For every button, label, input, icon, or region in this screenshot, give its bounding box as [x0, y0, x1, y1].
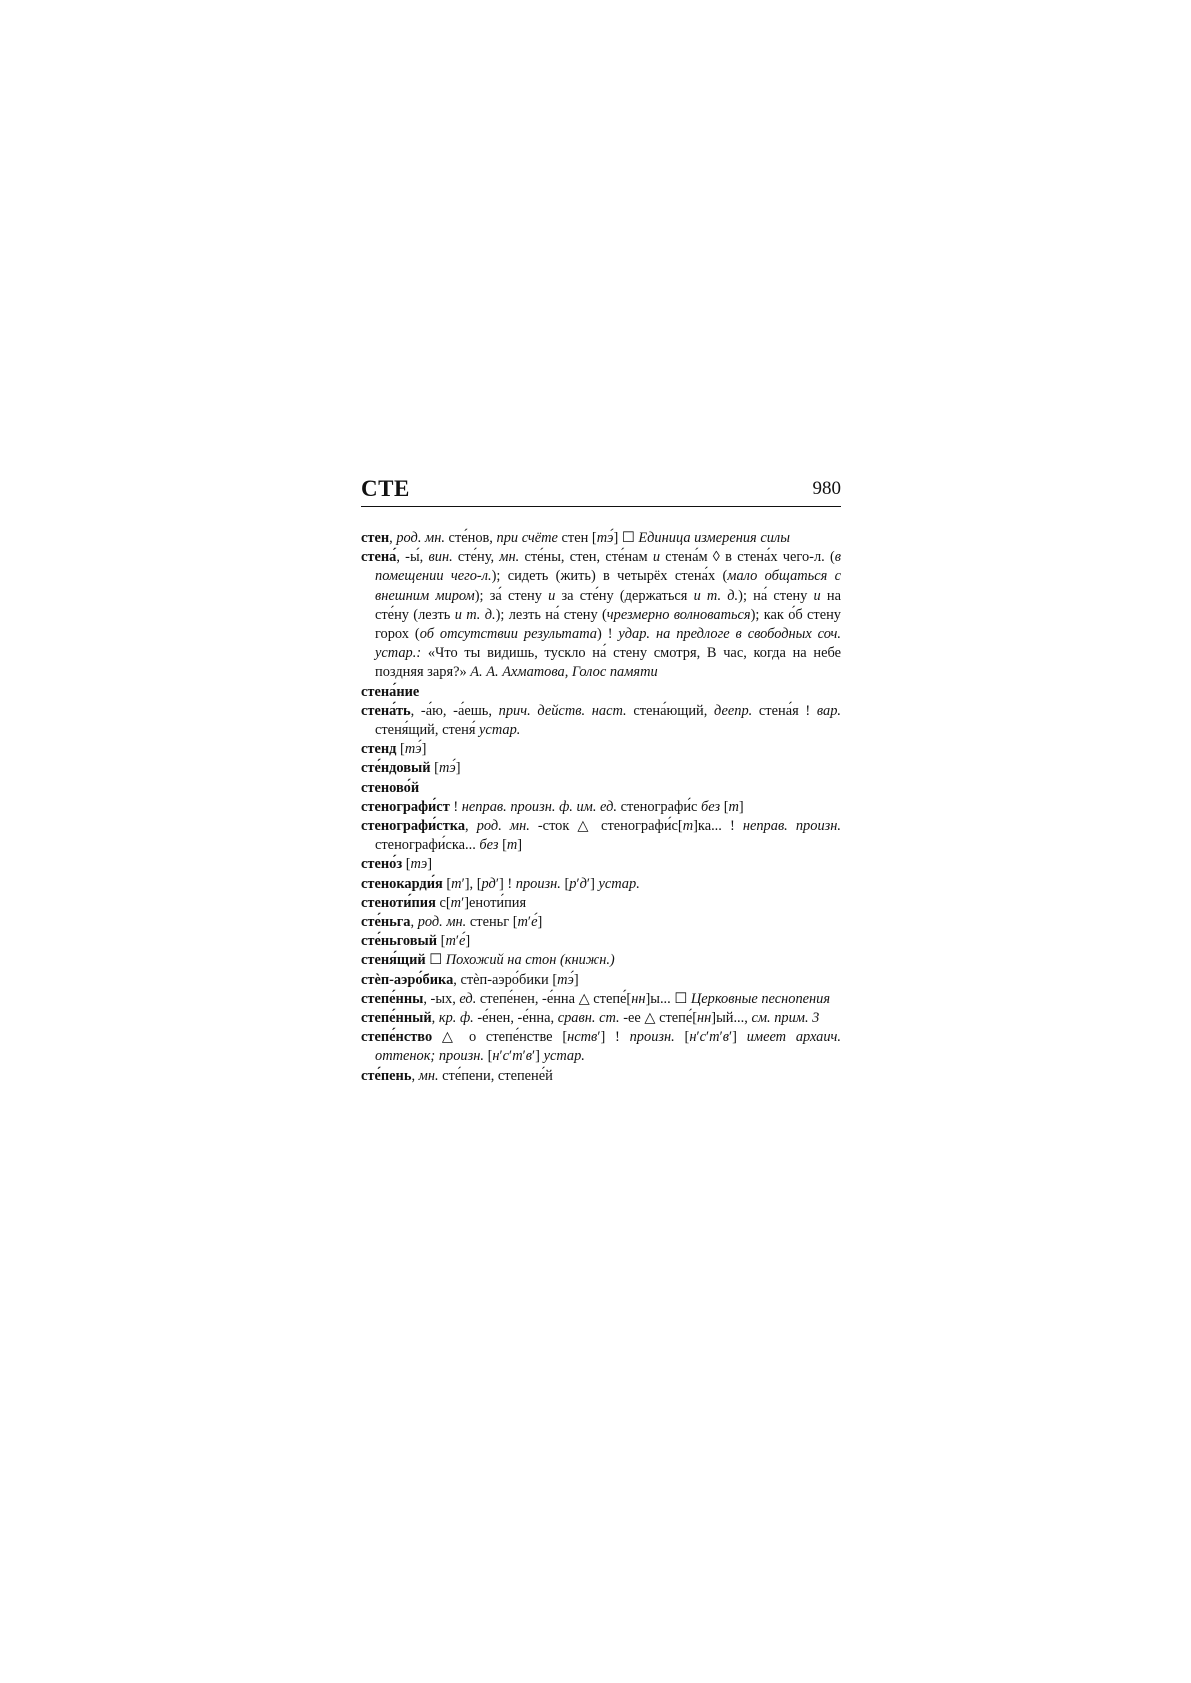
- entry-definition: [тʹе́]: [437, 933, 471, 950]
- dictionary-entry: [361, 702, 841, 740]
- page-number: 980: [812, 478, 841, 499]
- dictionary-entry: [361, 932, 841, 951]
- headword: сте́пень: [361, 1067, 412, 1084]
- entry-definition: , стѐп-аэро́бики [тэ́]: [453, 971, 579, 988]
- entry-definition: , кр. ф. -е́нен, -е́нна, сравн. ст. -ее △ степе́[нн]ый..., см. прим. 3: [431, 1010, 820, 1027]
- dictionary-entry: [361, 779, 841, 798]
- headword: стеново́й: [361, 779, 420, 796]
- headword: сте́ньговый: [361, 933, 438, 950]
- entry-definition: , род. мн. стеньг [тʹе́]: [410, 914, 543, 931]
- entry-definition: с[тʹ]еноти́пия: [435, 894, 527, 911]
- headword: стенд: [361, 741, 397, 758]
- headword: степе́нство: [361, 1029, 433, 1046]
- dictionary-entry: [361, 875, 841, 894]
- entry-definition: [тэ́]: [396, 741, 427, 758]
- headword: стена́: [361, 549, 397, 566]
- headword: стенографи́стка: [361, 818, 466, 835]
- entry-definition: ! неправ. произн. ф. им. ед. стенографи́с без [т]: [449, 798, 744, 815]
- entry-definition: , -а́ю, -а́ешь, прич. действ. наст. стена́ющий, деепр. стена́я ! вар. стеня́щий, стеня́ устар.: [375, 702, 842, 739]
- dictionary-entry: [361, 683, 841, 702]
- dictionary-entry: [361, 951, 841, 970]
- running-head: СТЕ: [361, 476, 410, 501]
- dictionary-entry: [361, 548, 841, 682]
- dictionary-entry: [361, 990, 841, 1009]
- headword: стено́з: [361, 856, 403, 873]
- headword: стенографи́ст: [361, 798, 450, 815]
- entry-list: [361, 529, 841, 1086]
- headword: стѐп-аэро́бика: [361, 971, 454, 988]
- headword: стеня́щий: [361, 952, 426, 969]
- headword: степе́нны: [361, 990, 424, 1007]
- dictionary-entry: [361, 971, 841, 990]
- headword: стена́ние: [361, 683, 420, 700]
- headword: стен: [361, 530, 390, 546]
- entry-definition: , род. мн. -сток △ стенографи́с[т]ка... ! неправ. произн. стенографи́ска... без [т]: [375, 818, 841, 854]
- dictionary-entry: [361, 1028, 841, 1066]
- page-header: [361, 476, 841, 507]
- entry-definition: , -ы́, вин. сте́ну, мн. сте́ны, стен, сте́нам и стена́м ◊ в стена́х чего-л. (в помещении чего-л.); сидеть (жить) в четырёх стена́х (мало общаться с внешним миром); за́ стену и за сте́ну (держаться и т. д.); на́ стену и на сте́ну (лезть и т. д.); лезть на́ стену (чрезмерно волноваться); как о́б стену горох (об отсутствии результата) ! удар. на предлоге в свободных соч. устар.: «Что ты видишь, тускло на́ стену смотря, В час, когда на небе поздняя заря?» А. А. Ахматова, Голос памяти: [375, 549, 842, 681]
- entry-definition: , род. мн. сте́нов, при счёте стен [тэ́] ☐ Единица измерения силы: [389, 530, 790, 546]
- entry-definition: [тэ]: [402, 856, 433, 873]
- dictionary-entry: [361, 798, 841, 817]
- dictionary-entry: [361, 529, 841, 548]
- dictionary-entry: [361, 913, 841, 932]
- dictionary-entry: [361, 759, 841, 778]
- headword: сте́ньга: [361, 914, 411, 931]
- headword: степе́нный: [361, 1010, 432, 1027]
- entry-definition: [тэ́]: [430, 760, 461, 777]
- dictionary-page: [361, 476, 841, 1086]
- entry-definition: ☐ Похожий на стон (книжн.): [425, 952, 615, 969]
- dictionary-entry: [361, 1067, 841, 1086]
- dictionary-entry: [361, 817, 841, 855]
- headword: стена́ть: [361, 702, 411, 719]
- headword: стеноти́пия: [361, 894, 436, 911]
- entry-definition: [тʹ], [рдʹ] ! произн. [рʹдʹ] устар.: [442, 875, 640, 892]
- dictionary-entry: [361, 894, 841, 913]
- headword: сте́ндовый: [361, 760, 431, 777]
- entry-definition: , -ых, ед. степе́нен, -е́нна △ степе́[нн]ы... ☐ Церковные песнопения: [423, 990, 831, 1007]
- dictionary-entry: [361, 740, 841, 759]
- dictionary-entry: [361, 855, 841, 874]
- dictionary-entry: [361, 1009, 841, 1028]
- headword: стенокарди́я: [361, 875, 443, 892]
- entry-definition: △ о степе́нстве [нствʹ] ! произн. [нʹсʹтʹвʹ] имеет архаич. оттенок; произн. [нʹсʹтʹвʹ] устар.: [375, 1029, 842, 1065]
- entry-definition: , мн. сте́пени, степене́й: [411, 1067, 553, 1084]
